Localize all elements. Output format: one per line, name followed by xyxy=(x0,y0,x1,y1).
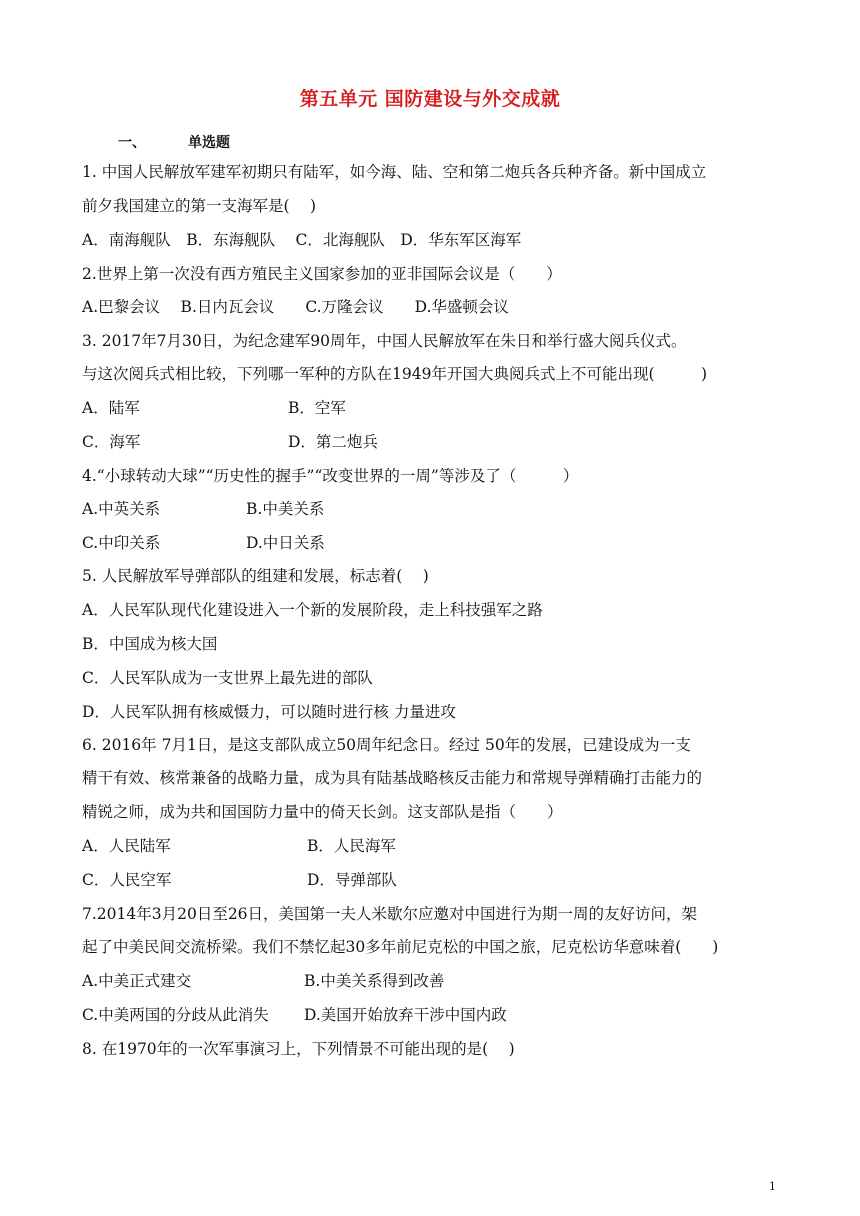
question-3-line-1: 3. 2017年7月30日，为纪念建军90周年，中国人民解放军在朱日和举行盛大阅兵仪式。 xyxy=(82,332,687,350)
question-4-line-1: 4.“小球转动大球”“历史性的握手”“改变世界的一周”等涉及了（ ） xyxy=(82,467,579,485)
question-6-option-b: B．人民海军 xyxy=(307,837,396,855)
section-label: 单选题 xyxy=(188,135,230,151)
question-6-line-1: 6. 2016年 7月1日，是这支部队成立50周年纪念日。经过 50年的发展，已建设成为一支 xyxy=(82,736,691,754)
question-6-option-a: A．人民陆军 xyxy=(82,837,171,855)
question-2-options: A.巴黎会议 B.日内瓦会议 C.万隆会议 D.华盛顿会议 xyxy=(82,298,509,316)
question-2-line-1: 2.世界上第一次没有西方殖民主义国家参加的亚非国际会议是（ ） xyxy=(82,265,562,283)
question-5-option-c: C．人民军队成为一支世界上最先进的部队 xyxy=(82,669,373,687)
section-number: 一、 xyxy=(118,135,146,151)
question-4-option-c: C.中印关系 xyxy=(82,534,161,552)
question-7-option-b: B.中美关系得到改善 xyxy=(304,972,445,990)
question-5-line-1: 5. 人民解放军导弹部队的组建和发展，标志着( ) xyxy=(82,567,429,585)
question-7-option-a: A.中美正式建交 xyxy=(82,972,192,990)
question-4-option-b: B.中美关系 xyxy=(246,500,325,518)
question-6-line-2: 精干有效、核常兼备的战略力量，成为具有陆基战略核反击能力和常规导弹精确打击能力的 xyxy=(82,769,703,787)
page-title: 第五单元 国防建设与外交成就 xyxy=(299,88,561,110)
question-3-option-d: D．第二炮兵 xyxy=(288,433,378,451)
question-6-line-3: 精锐之师，成为共和国国防力量中的倚天长剑。这支部队是指（ ） xyxy=(82,803,563,821)
question-4-option-d: D.中日关系 xyxy=(246,534,325,552)
page-number: 1 xyxy=(769,1180,776,1193)
question-6-option-d: D．导弹部队 xyxy=(307,871,397,889)
question-5-option-b: B．中国成为核大国 xyxy=(82,635,218,653)
question-3-line-2: 与这次阅兵式相比较，下列哪一军种的方队在1949年开国大典阅兵式上不可能出现( ) xyxy=(82,365,708,383)
section-heading xyxy=(118,132,230,152)
question-5-option-a: A．人民军队现代化建设进入一个新的发展阶段，走上科技强军之路 xyxy=(82,601,543,619)
question-5-option-d: D．人民军队拥有核威慑力，可以随时进行核 力量进攻 xyxy=(82,703,456,721)
question-4-option-a: A.中英关系 xyxy=(82,500,161,518)
question-8-line-1: 8. 在1970年的一次军事演习上，下列情景不可能出现的是( ) xyxy=(82,1040,515,1058)
question-3-option-b: B．空军 xyxy=(288,399,346,417)
question-7-line-2: 起了中美民间交流桥梁。我们不禁忆起30多年前尼克松的中国之旅，尼克松访华意味着( ) xyxy=(82,938,719,956)
question-7-option-d: D.美国开始放弃干涉中国内政 xyxy=(304,1006,507,1024)
question-7-option-c: C.中美两国的分歧从此消失 xyxy=(82,1006,269,1024)
question-1-options: A．南海舰队 B．东海舰队 C．北海舰队 D．华东军区海军 xyxy=(82,231,522,249)
question-3-option-a: A．陆军 xyxy=(82,399,140,417)
question-1-line-1: 1. 中国人民解放军建军初期只有陆军，如今海、陆、空和第二炮兵各兵种齐备。新中国成立 xyxy=(82,163,707,181)
question-6-option-c: C．人民空军 xyxy=(82,871,172,889)
question-3-option-c: C．海军 xyxy=(82,433,141,451)
question-7-line-1: 7.2014年3月20日至26日，美国第一夫人米歇尔应邀对中国进行为期一周的友好访问，架 xyxy=(82,905,698,923)
question-1-line-2: 前夕我国建立的第一支海军是( ) xyxy=(82,197,317,215)
